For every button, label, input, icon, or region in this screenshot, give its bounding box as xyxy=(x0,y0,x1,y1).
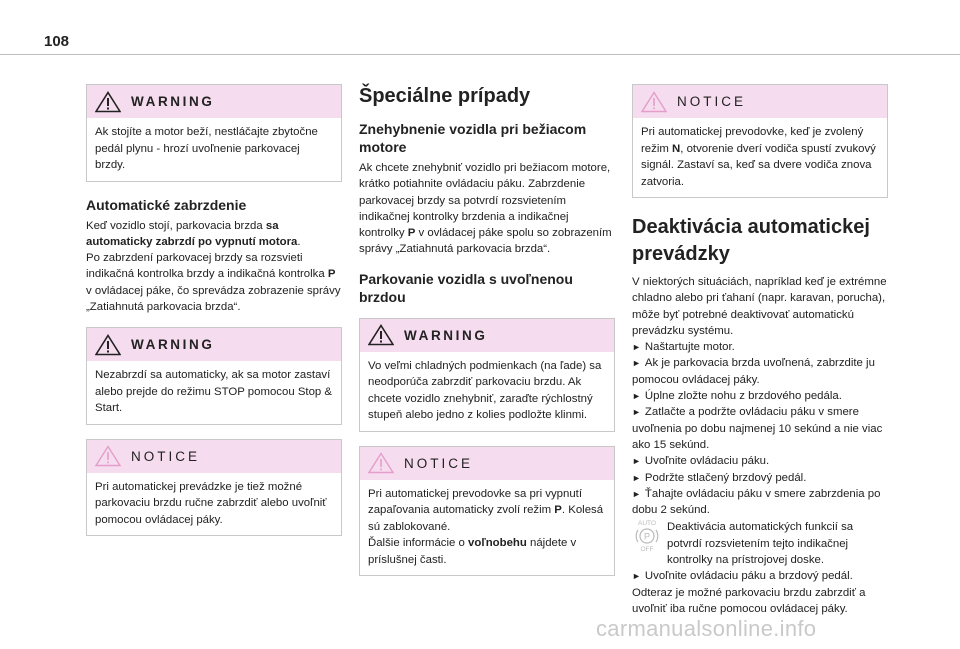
steps-list xyxy=(632,339,888,518)
list-item: ► Podržte stlačený brzdový pedál. xyxy=(632,471,807,484)
column-2 xyxy=(359,84,615,590)
warning-box xyxy=(86,84,342,182)
notice-title: NOTICE xyxy=(677,94,747,109)
list-item: ► Uvoľnite ovládaciu páku a brzdový pedál. xyxy=(632,570,853,583)
notice-title: NOTICE xyxy=(404,455,474,471)
auto-off-indicator-row xyxy=(632,518,888,568)
list-item: ► Uvoľnite ovládaciu páku. xyxy=(632,455,770,468)
warning-body: Nezabrzdí sa automaticky, ak sa motor zastaví alebo prejde do režimu STOP pomocou Stop & Start. xyxy=(95,369,333,415)
warning-box xyxy=(86,327,342,425)
paragraph: Ak chcete znehybniť vozidlo pri bežiacom motore, krátko potiahnite ovládaciu páku. Zabrzdenie parkovacej brzdy sa potvrdí rozsvietením indikačnej kontrolky brzdenia a indikačnej kontrolky P v ovládacej páke spolu so zobrazením správy „Zatiahnutá parkovacia brzda“. xyxy=(359,162,612,256)
warning-triangle-icon xyxy=(95,334,121,356)
svg-text:P: P xyxy=(643,531,651,542)
notice-header xyxy=(87,440,341,473)
notice-triangle-icon xyxy=(368,452,394,474)
notice-box xyxy=(86,439,342,537)
notice-body: Pri automatickej prevodovke sa pri vypnutí zapaľovania automaticky zvolí režim P. Kolesá sú zablokované. Ďalšie informácie o voľnobehu nájdete v príslušnej časti. xyxy=(368,487,604,566)
warning-header xyxy=(360,319,614,352)
warning-header xyxy=(87,85,341,118)
paragraph: Po zabrzdení parkovacej brzdy sa rozsvieti indikačná kontrolka brzdy a indikačná kontrolka P v ovládacej páke, čo sprevádza zobrazenie správy „Zatiahnutá parkovacia brzda“. xyxy=(86,252,341,313)
notice-title: NOTICE xyxy=(131,448,201,464)
warning-triangle-icon xyxy=(368,324,394,346)
watermark: carmanualsonline.info xyxy=(596,616,817,641)
page-number: 108 xyxy=(44,33,70,50)
warning-header xyxy=(87,328,341,361)
top-rule xyxy=(0,54,960,55)
list-item: ► Zatlačte a podržte ovládaciu páku v smere uvoľnenia po dobu najmenej 10 sekúnd a nie viac ako 15 sekúnd. xyxy=(632,406,883,451)
section-title: Deaktivácia automatickej prevádzky xyxy=(632,216,870,265)
warning-body: Ak stojíte a motor beží, nestláčajte zbytočne pedál plynu - hrozí uvoľnenie parkovacej brzdy. xyxy=(95,126,318,171)
arrow-icon: ► xyxy=(632,488,641,499)
notice-header xyxy=(360,447,614,480)
warning-body: Vo veľmi chladných podmienkach (na ľade) sa neodporúča zabrzdiť parkovaciu brzdu. Ak chcete vozidlo znehybniť, zaraďte rýchlostný stupeň alebo jedno z kolies podložte klinmi. xyxy=(368,359,602,422)
list-item: ► Ťahajte ovládaciu páku v smere zabrzdenia po dobu 2 sekúnd. xyxy=(632,487,881,517)
paragraph: Deaktivácia automatických funkcií sa potvrdí rozsvietením tejto indikačnej kontrolky na prístrojovej doske. xyxy=(667,521,854,567)
warning-title: WARNING xyxy=(131,337,215,353)
warning-box xyxy=(359,318,615,432)
notice-box xyxy=(359,446,615,577)
arrow-icon: ► xyxy=(632,571,641,582)
paragraph: Keď vozidlo stojí, parkovacia brzda sa automaticky zabrzdí po vypnutí motora. xyxy=(86,219,301,248)
notice-body: Pri automatickej prevodovke, keď je zvolený režim N, otvorenie dverí vodiča spustí zvukový signál. Zastaví sa, keď sa dvere vodiča znova zatvoria. xyxy=(641,126,876,188)
warning-title: WARNING xyxy=(404,327,488,343)
arrow-icon: ► xyxy=(632,456,641,467)
column-1 xyxy=(86,84,342,550)
arrow-icon: ► xyxy=(632,358,641,369)
arrow-icon: ► xyxy=(632,407,641,418)
arrow-icon: ► xyxy=(632,472,641,483)
notice-body: Pri automatickej prevádzke je tiež možné parkovaciu brzdu ručne zabrzdiť alebo uvoľniť pomocou ovládacej páky. xyxy=(95,480,327,526)
arrow-icon: ► xyxy=(632,342,641,353)
list-item: ► Ak je parkovacia brzda uvoľnená, zabrzdite ju pomocou ovládacej páky. xyxy=(632,357,875,386)
column-3 xyxy=(632,84,888,617)
svg-text:AUTO: AUTO xyxy=(638,520,656,528)
notice-header xyxy=(633,85,887,118)
section-heading: Znehybnenie vozidla pri bežiacom motore xyxy=(359,121,587,155)
section-title: Špeciálne prípady xyxy=(359,85,531,107)
list-item: ► Úplne zložte nohu z brzdového pedála. xyxy=(632,390,842,403)
warning-title: WARNING xyxy=(131,94,215,109)
svg-text:OFF: OFF xyxy=(640,546,654,553)
paragraph: V niektorých situáciách, napríklad keď je extrémne chladno alebo pri ťahaní (napr. karavan, porucha), môže byť potrebné deaktivovať automatickú prevádzku systému. xyxy=(632,276,887,337)
section-heading: Parkovanie vozidla s uvoľnenou brzdou xyxy=(359,270,573,305)
list-item: ► Naštartujte motor. xyxy=(632,341,735,354)
section-heading: Automatické zabrzdenie xyxy=(86,196,247,213)
notice-box xyxy=(632,84,888,198)
notice-triangle-icon xyxy=(95,445,121,467)
paragraph: Odteraz je možné parkovaciu brzdu zabrzdiť a uvoľniť iba ručne pomocou ovládacej páky. xyxy=(632,586,866,615)
warning-triangle-icon xyxy=(95,91,121,113)
arrow-icon: ► xyxy=(632,391,641,402)
notice-triangle-icon xyxy=(641,91,667,113)
auto-p-off-indicator-icon xyxy=(632,518,662,552)
